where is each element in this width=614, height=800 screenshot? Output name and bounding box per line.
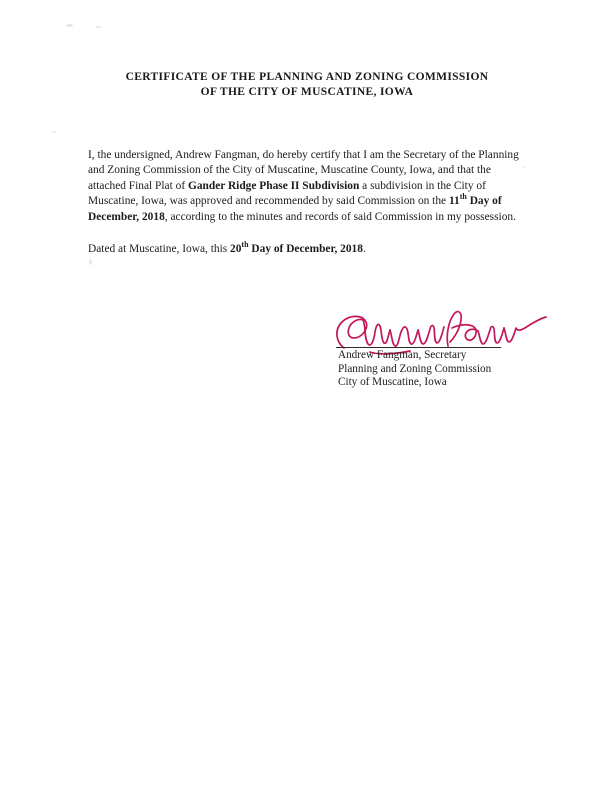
cert-text-2: a subdivision in the City of Muscatine, Iowa, was approved and recommended by said Commission on the	[88, 179, 486, 208]
signer-body: Planning and Zoning Commission	[338, 362, 492, 375]
dated-day-suffix: th	[241, 240, 249, 250]
certification-paragraph	[88, 148, 524, 225]
signature-line	[336, 347, 501, 348]
scan-speck	[66, 24, 73, 27]
document-title	[0, 70, 614, 100]
approval-date-rest: Day of December, 2018	[88, 195, 502, 223]
dated-date-rest: Day of December, 2018	[248, 243, 363, 256]
signature-caption	[338, 349, 568, 390]
approval-day-number: 11	[448, 195, 460, 208]
scan-speck	[96, 26, 101, 28]
scan-speck	[89, 259, 92, 265]
scan-speck	[52, 131, 56, 133]
plat-name: Gander Ridge Phase II Subdivision	[187, 179, 360, 192]
dated-day-number: 20	[230, 243, 242, 256]
title-line-2: OF THE CITY OF MUSCATINE, IOWA	[200, 86, 414, 98]
dated-paragraph	[88, 242, 524, 257]
approval-day-suffix: th	[459, 192, 467, 202]
signer-name: Andrew Fangman, Secretary	[338, 349, 467, 361]
dated-text-1: Dated at Muscatine, Iowa, this	[88, 243, 231, 256]
dated-text-2: .	[362, 243, 366, 256]
cert-text-3: , according to the minutes and records of said Commission in my possession.	[164, 210, 516, 223]
title-line-1: CERTIFICATE OF THE PLANNING AND ZONING COMMISSION	[125, 71, 489, 83]
signer-city: City of Muscatine, Iowa	[338, 376, 447, 389]
cert-text-1: I, the undersigned, Andrew Fangman, do hereby certify that I am the Secretary of the Planning and Zoning Commission of the City of Muscatine, Muscatine County, Iowa, and that the attached Final Plat of	[88, 149, 519, 192]
document-body	[88, 148, 524, 257]
